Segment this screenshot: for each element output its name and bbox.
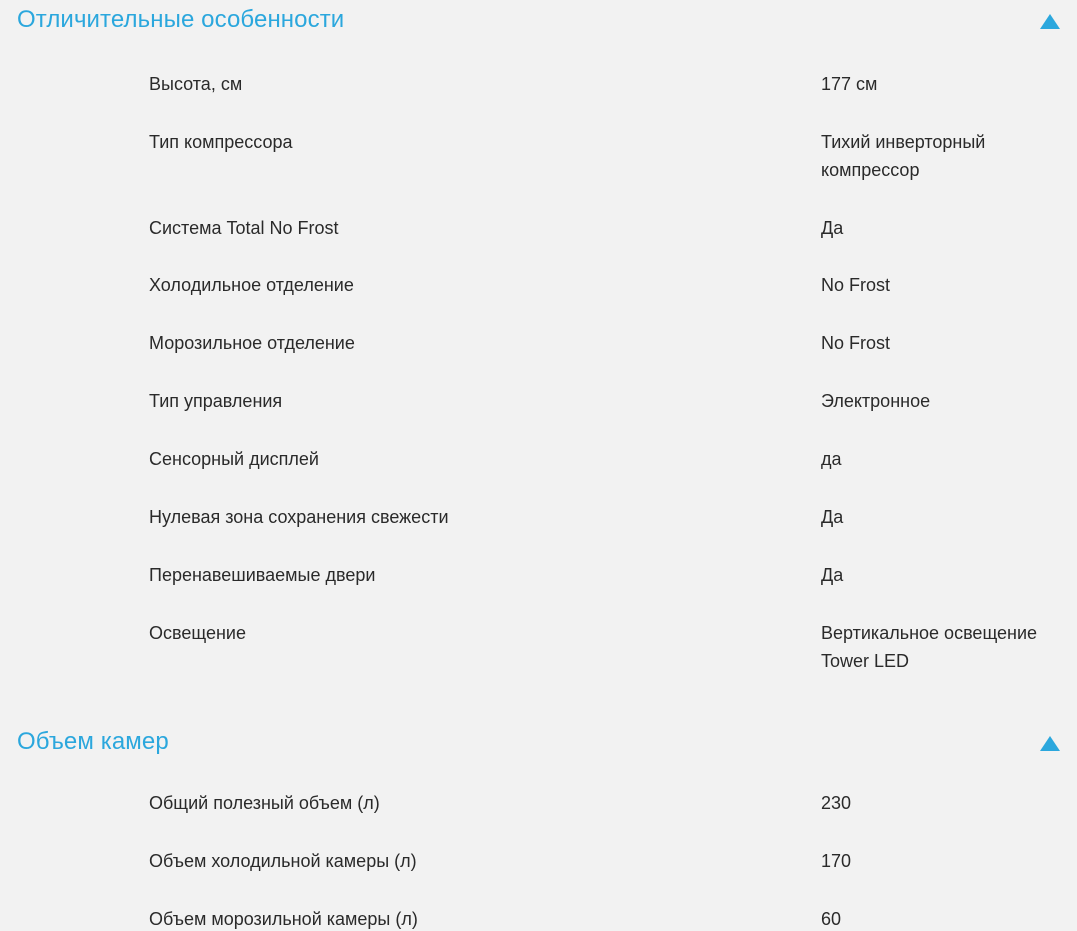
spec-label: Холодильное отделение (149, 275, 354, 295)
spec-value: No Frost (821, 275, 891, 295)
spec-label: Перенавешиваемые двери (149, 565, 376, 585)
triangle-up-icon[interactable] (1040, 14, 1060, 29)
section-header-volumes[interactable] (0, 724, 1077, 764)
spec-label: Нулевая зона сохранения свежести (149, 507, 449, 527)
spec-value: 60 (821, 909, 842, 929)
spec-value: No Frost (821, 333, 891, 353)
spec-value: да (821, 449, 842, 469)
spec-label: Морозильное отделение (149, 333, 355, 353)
spec-label: Система Total No Frost (149, 218, 339, 238)
spec-label: Тип управления (149, 391, 283, 411)
spec-value: Вертикальное освещение Tower LED (821, 623, 1038, 671)
spec-value: 230 (821, 793, 852, 813)
spec-value: Да (821, 565, 844, 585)
section-header-features[interactable] (0, 2, 1077, 42)
spec-value: Да (821, 218, 844, 238)
spec-label: Освещение (149, 623, 246, 643)
spec-label: Общий полезный объем (л) (149, 793, 380, 813)
section-title: Отличительные особенности (17, 6, 345, 33)
spec-value: 170 (821, 851, 852, 871)
section-title: Объем камер (17, 728, 169, 755)
spec-value: 177 см (821, 74, 878, 94)
spec-value: Электронное (821, 391, 931, 411)
triangle-up-icon[interactable] (1040, 736, 1060, 751)
spec-value: Да (821, 507, 844, 527)
spec-label: Сенсорный дисплей (149, 449, 319, 469)
spec-label: Тип компрессора (149, 132, 293, 152)
spec-value: Тихий инверторный компрессор (821, 132, 986, 180)
spec-label: Объем морозильной камеры (л) (149, 909, 418, 929)
spec-label: Высота, см (149, 74, 243, 94)
spec-label: Объем холодильной камеры (л) (149, 851, 417, 871)
